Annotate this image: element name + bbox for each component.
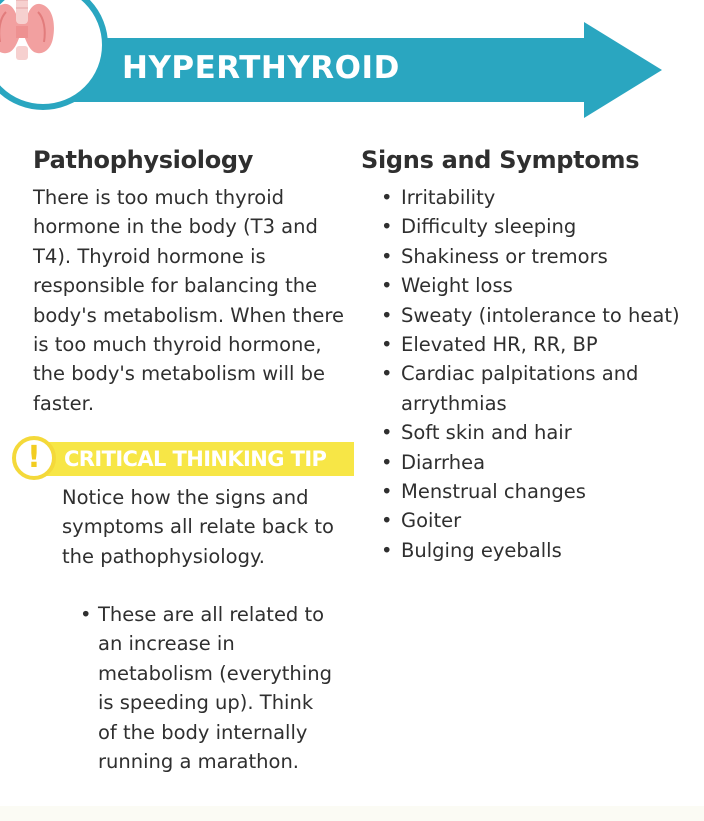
pathophysiology-heading: Pathophysiology <box>33 146 254 174</box>
list-item: • Goiter <box>380 506 680 535</box>
list-item: • Shakiness or tremors <box>380 242 680 271</box>
thyroid-icon <box>0 0 62 66</box>
footer-strip <box>0 806 704 821</box>
exclamation-icon: ! <box>12 436 56 480</box>
tip-bullet-text: These are all related to an increase in metabolism (everything is speeding up). Think of the body internally running a marathon. <box>98 603 332 774</box>
list-item: • Difficulty sleeping <box>380 212 680 241</box>
title-banner <box>0 0 704 130</box>
list-item: • Sweaty (intolerance to heat) <box>380 301 680 330</box>
pathophysiology-text: There is too much thyroid hormone in the body (T3 and T4). Thyroid hormone is responsible for balancing the body's metabolism. When there is too much thyroid hormone, the body's metabolism will be faster. <box>33 186 345 415</box>
list-item: • Bulging eyeballs <box>380 536 680 565</box>
list-item: • Elevated HR, RR, BP <box>380 330 680 359</box>
bullet-icon: • <box>80 603 92 626</box>
page-title: HYPERTHYROID <box>122 50 400 86</box>
arrow-head <box>584 22 662 118</box>
symptoms-list <box>380 183 680 565</box>
list-item: • Irritability <box>380 183 680 212</box>
list-item: • Diarrhea <box>380 448 680 477</box>
tip-label: CRITICAL THINKING TIP <box>64 447 327 471</box>
list-item: • Soft skin and hair <box>380 418 680 447</box>
list-item: • Menstrual changes <box>380 477 680 506</box>
tip-text: Notice how the signs and symptoms all relate back to the pathophysiology. <box>62 486 334 568</box>
list-item: • Cardiac palpitations and arrythmias <box>380 359 680 418</box>
list-item: • Weight loss <box>380 271 680 300</box>
signs-heading: Signs and Symptoms <box>361 146 640 174</box>
